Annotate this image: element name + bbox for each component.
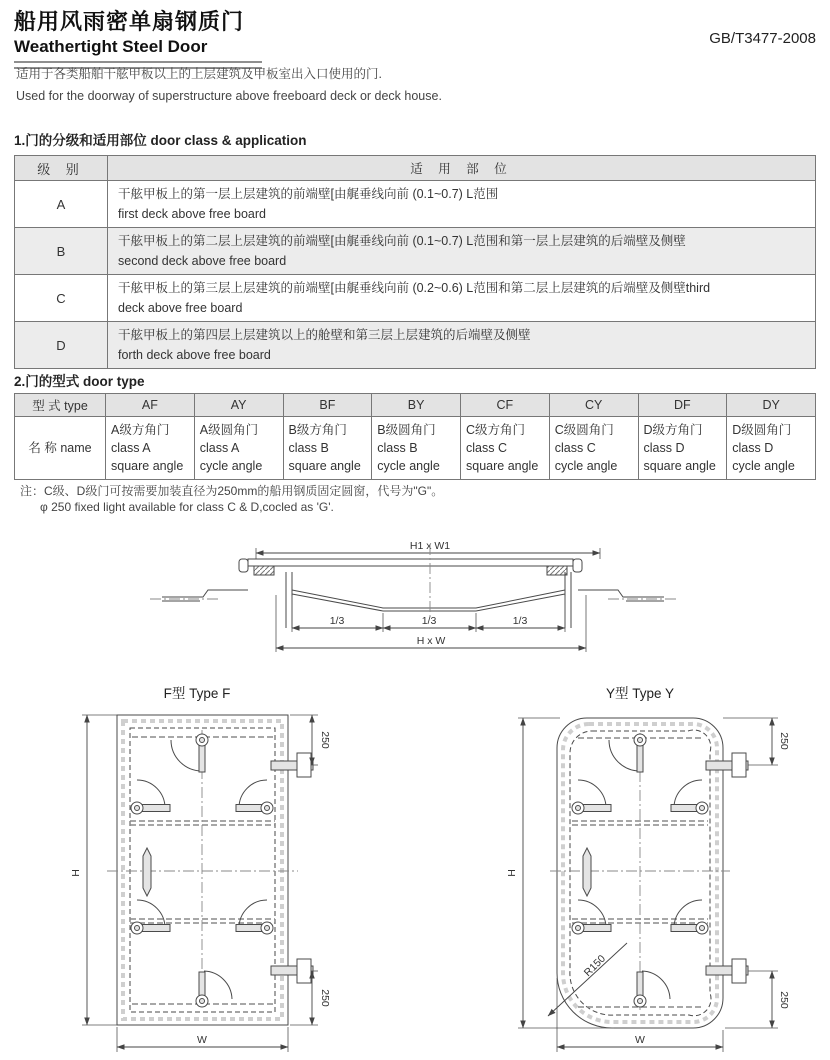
dim-label-w: W <box>635 1034 645 1046</box>
type-name-class: class B <box>377 441 418 456</box>
type-name-cell <box>283 417 372 480</box>
type-name-angle: cycle angle <box>732 459 795 474</box>
door-handle <box>143 848 151 896</box>
section1-heading: 1.门的分级和适用部位 door class & application <box>14 133 307 148</box>
type-name-cell <box>638 417 727 480</box>
note-en: φ 250 fixed light available for class C & D,cocled as 'G'. <box>40 500 334 514</box>
type-name-cell <box>549 417 638 480</box>
type-name-cell <box>194 417 283 480</box>
type-col: CY <box>549 394 638 417</box>
dog-clamp <box>131 780 170 814</box>
type-header: 型 式 type <box>15 394 106 417</box>
application-zh: 干舷甲板上的第一层上层建筑的前端壁[由艉垂线向前 (0.1~0.7) L范围 <box>118 187 499 201</box>
hinge <box>706 753 748 777</box>
intro-block <box>16 64 442 108</box>
class-cell: D <box>15 322 108 369</box>
type-name-class: class A <box>111 441 151 456</box>
intro-en: Used for the doorway of superstructure above freeboard deck or deck house. <box>16 88 442 103</box>
type-name-class: class D <box>732 441 774 456</box>
application-cell <box>108 322 816 369</box>
type-col: AF <box>106 394 195 417</box>
type-name-zh: A级方角门 <box>111 423 170 437</box>
application-en: second deck above free board <box>118 254 287 268</box>
dim-label-w: W <box>197 1034 207 1046</box>
dog-clamp <box>236 900 273 934</box>
door-type-table <box>14 393 816 480</box>
page-title-zh: 船用风雨密单扇钢质门 <box>14 9 245 34</box>
type-name-angle: cycle angle <box>377 459 440 474</box>
door-class-table <box>14 155 816 369</box>
dog-clamp <box>131 900 170 934</box>
type-name-angle: square angle <box>111 459 184 474</box>
dog-clamp <box>609 734 646 772</box>
type-col: BF <box>283 394 372 417</box>
hinge <box>271 959 313 983</box>
type-name-angle: cycle angle <box>554 459 618 474</box>
type-name-zh: D级方角门 <box>643 423 703 437</box>
dog-clamp <box>171 734 208 772</box>
type-f-label: F型 Type F <box>163 686 231 701</box>
type-name-zh: C级圆角门 <box>554 423 614 437</box>
application-cell <box>108 228 816 275</box>
application-zh: 干舷甲板上的第二层上层建筑的前端壁[由艉垂线向前 (0.1~0.7) L范围和第一层上层建筑的后端壁及侧壁 <box>118 234 686 248</box>
table-row <box>15 228 816 275</box>
dim-label-250: 250 <box>778 732 790 750</box>
dim-label-h: H <box>70 869 82 877</box>
type-col: DY <box>727 394 816 417</box>
section2-heading: 2.门的型式 door type <box>14 374 145 389</box>
col-header-class: 级 别 <box>15 156 108 181</box>
hinge <box>271 753 313 777</box>
dim-label-third: 1/3 <box>512 615 528 627</box>
type-y-diagram <box>506 685 790 1052</box>
type-name-class: class A <box>199 441 240 456</box>
dim-label-hxw: H x W <box>416 635 446 647</box>
hinge <box>706 959 748 983</box>
type-name-zh: B级方角门 <box>288 423 347 437</box>
note-zh: 注：C级、D级门可按需要加装直径为250mm的船用钢质固定圆窗，代号为"G"。 <box>20 484 444 498</box>
intro-zh: 适用于各类船舶干舷甲板以上的上层建筑及甲板室出入口使用的门. <box>16 67 382 81</box>
type-name-zh: C级方角门 <box>466 423 526 437</box>
document-header <box>14 5 262 69</box>
dim-label-250: 250 <box>319 989 331 1007</box>
table-row <box>15 322 816 369</box>
application-cell <box>108 181 816 228</box>
name-header: 名 称 name <box>15 417 106 480</box>
door-type-header-row <box>15 394 816 417</box>
type-col: CF <box>461 394 550 417</box>
dog-clamp <box>572 780 611 814</box>
page-title-en: Weathertight Steel Door <box>14 37 208 56</box>
type-col: DF <box>638 394 727 417</box>
door-type-name-row <box>15 417 816 480</box>
dim-label-250: 250 <box>778 991 790 1009</box>
type-name-cell <box>727 417 816 480</box>
technical-drawings <box>0 540 830 1060</box>
application-en: forth deck above free board <box>118 348 271 362</box>
dog-clamp <box>634 971 670 1007</box>
class-cell: B <box>15 228 108 275</box>
type-name-angle: square angle <box>466 459 539 474</box>
type-name-cell <box>106 417 195 480</box>
dim-label-h: H <box>506 869 518 877</box>
application-zh: 干舷甲板上的第三层上层建筑的前端壁[由艉垂线向前 (0.2~0.6) L范围和第二层上层建筑的后端壁及侧壁third <box>118 281 711 295</box>
table-row <box>15 275 816 322</box>
type-name-cell <box>461 417 550 480</box>
dog-clamp <box>572 900 611 934</box>
door-handle <box>583 848 591 896</box>
type-name-zh: B级圆角门 <box>377 423 436 437</box>
dim-label-r150: R150 <box>581 952 608 979</box>
application-cell <box>108 275 816 322</box>
application-en: first deck above free board <box>118 207 266 221</box>
class-cell: A <box>15 181 108 228</box>
type-name-angle: square angle <box>643 459 716 474</box>
col-header-application: 适 用 部 位 <box>108 156 816 181</box>
type-name-angle: square angle <box>288 459 361 474</box>
door-class-header-row <box>15 156 816 181</box>
type-name-zh: A级圆角门 <box>199 423 259 437</box>
application-en: deck above free board <box>118 301 243 315</box>
dim-label-third: 1/3 <box>421 615 437 627</box>
type-name-class: class B <box>288 441 329 456</box>
dog-clamp <box>671 900 708 934</box>
type-name-class: class C <box>554 441 596 456</box>
type-name-class: class C <box>466 441 507 456</box>
type-name-zh: D级圆角门 <box>732 423 792 437</box>
dog-clamp <box>196 971 232 1007</box>
cross-section-diagram <box>150 540 676 652</box>
class-cell: C <box>15 275 108 322</box>
type-name-class: class D <box>643 441 685 456</box>
type-name-angle: cycle angle <box>199 459 263 474</box>
standard-code: GB/T3477-2008 <box>709 30 816 47</box>
type-col: AY <box>194 394 283 417</box>
table-row <box>15 181 816 228</box>
dim-label-250: 250 <box>319 731 331 749</box>
type-name-cell <box>372 417 461 480</box>
dim-label-third: 1/3 <box>329 615 345 627</box>
dog-clamp <box>236 780 273 814</box>
type-f-diagram <box>70 685 331 1052</box>
type-col: BY <box>372 394 461 417</box>
dim-label-h1w1: H1 x W1 <box>409 540 451 552</box>
application-zh: 干舷甲板上的第四层上层建筑以上的舱壁和第三层上层建筑的后端壁及侧壁 <box>118 328 531 342</box>
dog-clamp <box>671 780 708 814</box>
type-y-label: Y型 Type Y <box>605 686 675 701</box>
